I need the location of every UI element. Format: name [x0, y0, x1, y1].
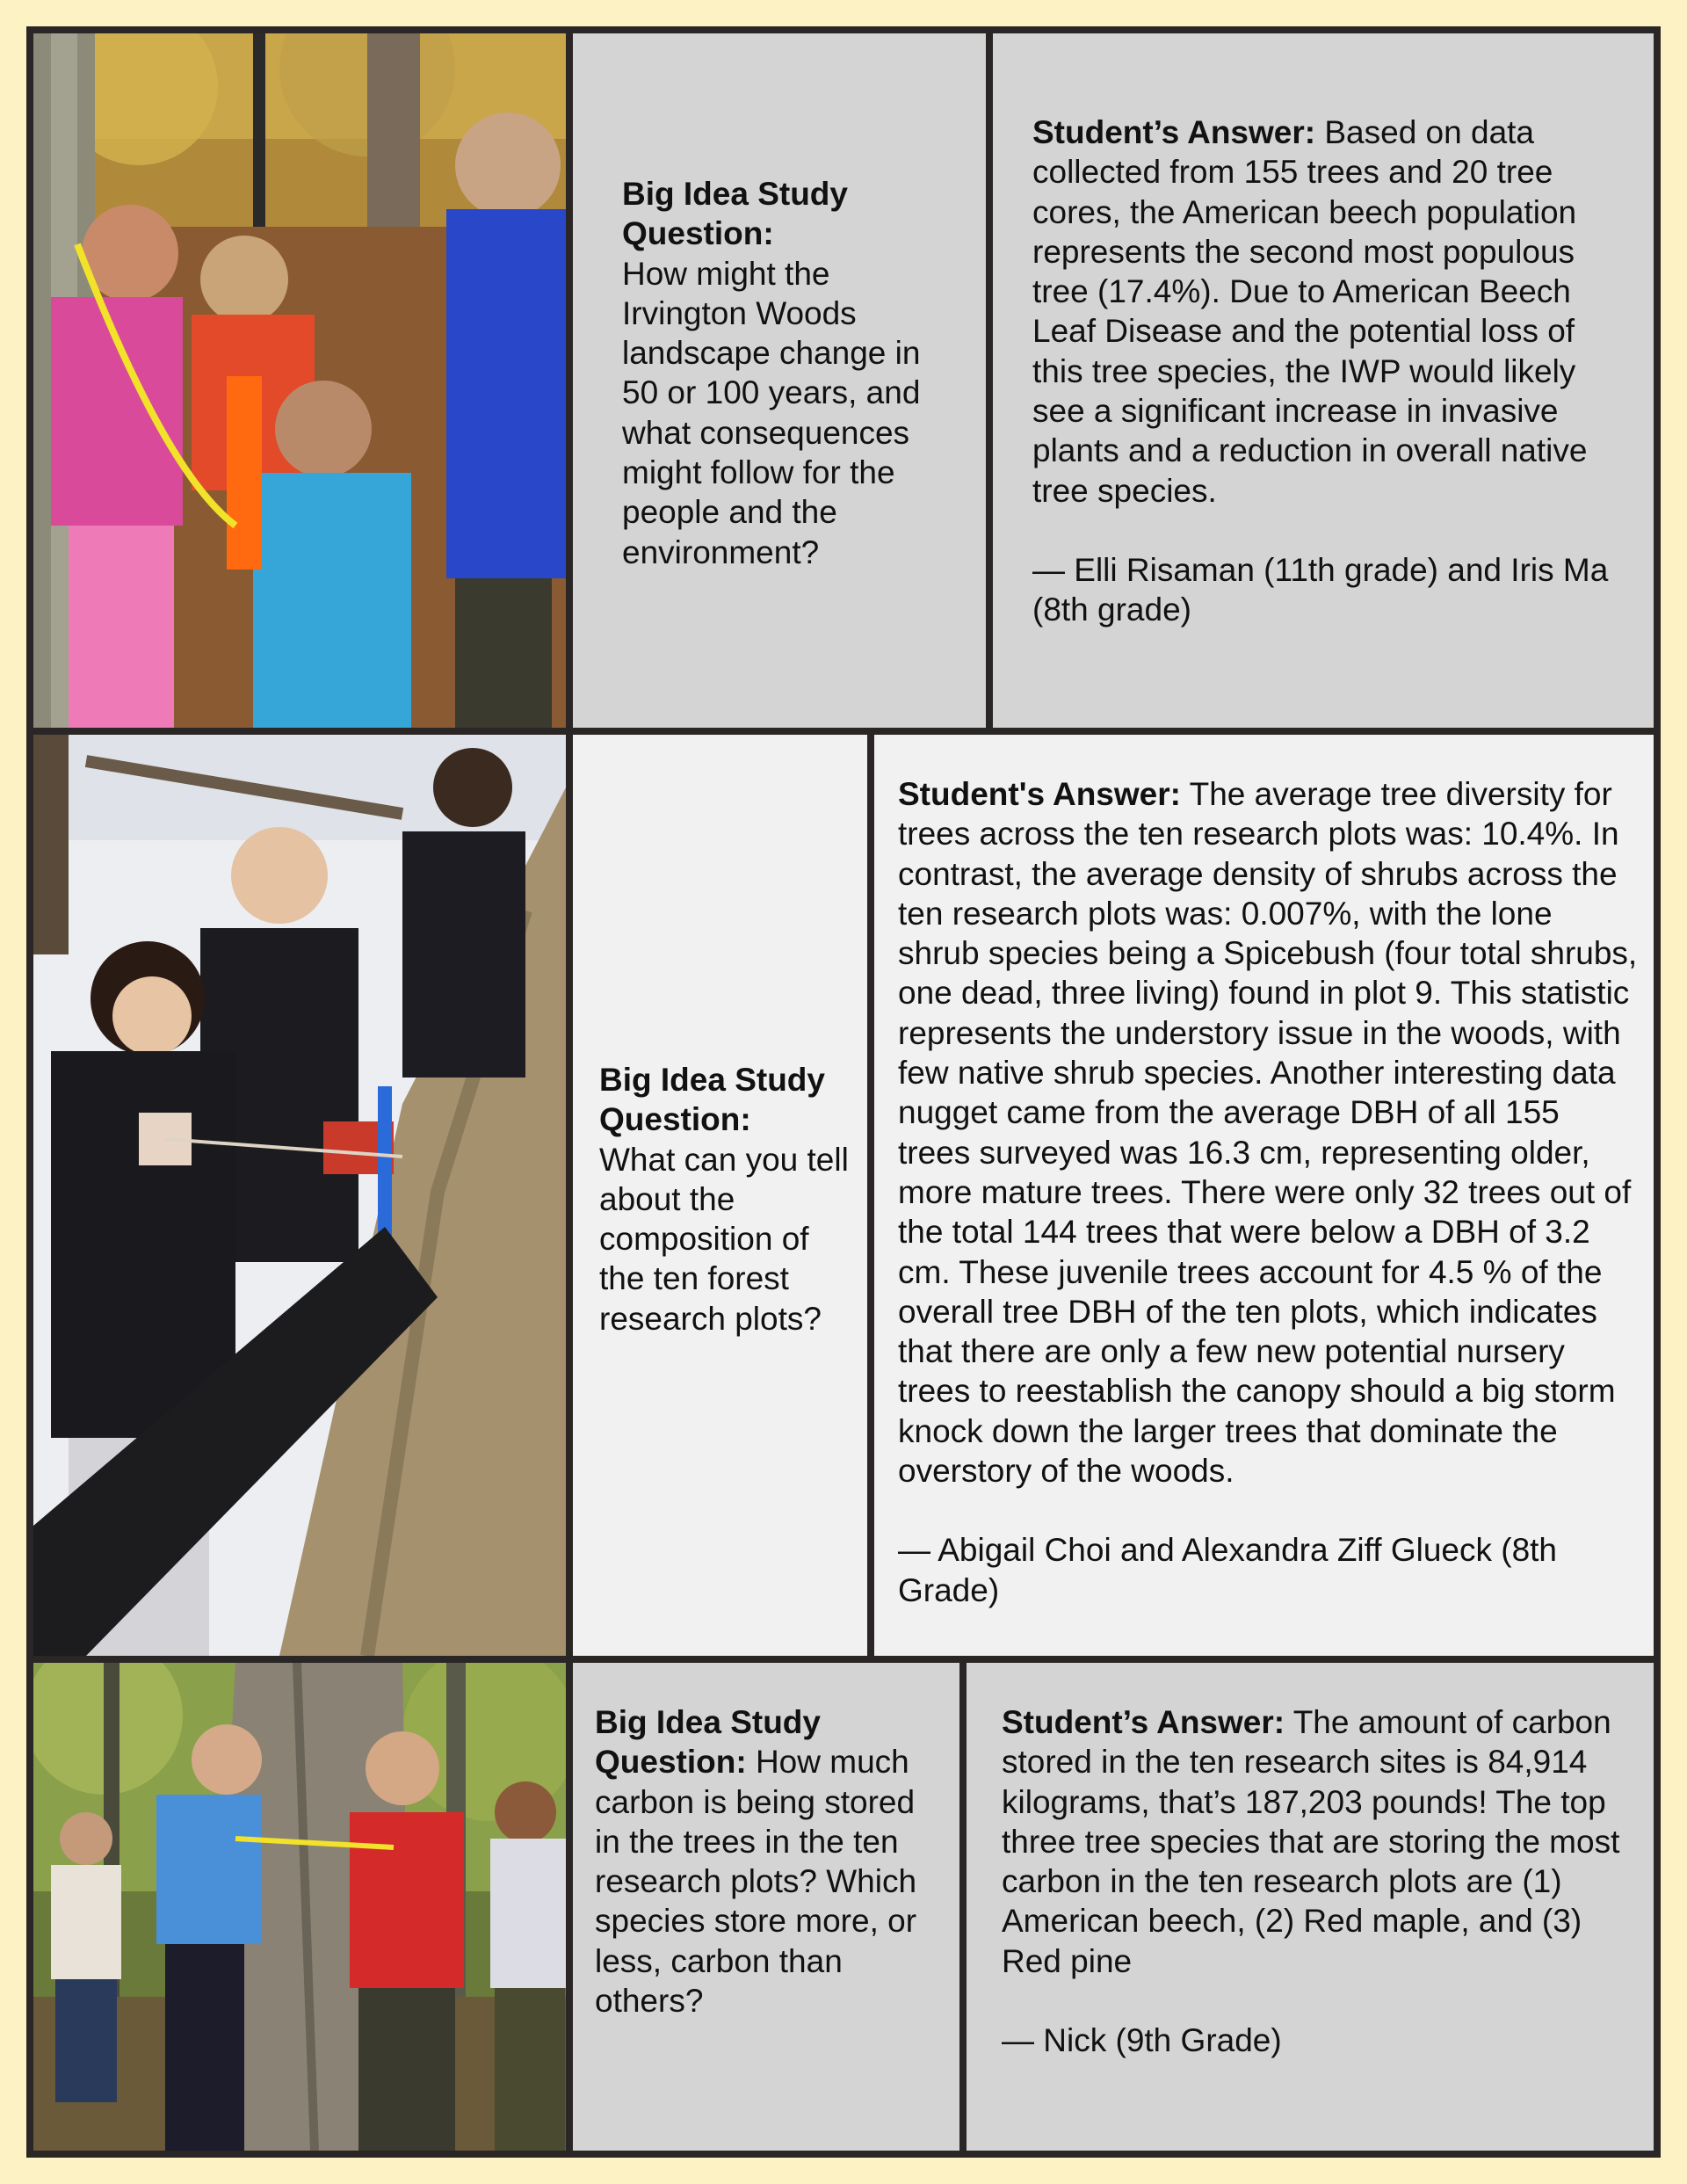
autumn-forest-photo	[33, 33, 566, 728]
answer-cell-2	[874, 735, 1654, 1656]
photo-summer-measuring	[33, 1663, 566, 2151]
snowy-forest-photo	[33, 735, 566, 1656]
question-label: Big Idea Study Question:	[595, 1704, 821, 1781]
attribution: — Nick (9th Grade)	[1002, 2022, 1282, 2059]
study-row-2	[26, 735, 1661, 1656]
answer-label: Student’s Answer:	[1032, 114, 1316, 150]
question-cell-3	[573, 1663, 959, 2151]
question-text: What can you tell about the composition of the ten forest research plots?	[599, 1141, 849, 1337]
question-block-2	[599, 1060, 854, 1339]
answer-cell-1	[993, 33, 1654, 728]
answer-block-3	[1002, 1702, 1625, 2060]
answer-text: Based on data collected from 155 trees and 20 tree cores, the American beech population represents the second most populous tree (17.4%). Due to American Beech Leaf Disease and the potential loss of this tree species, the IWP would likely see a significant increase in invasive plants and a reduction in overall native tree species.	[1032, 114, 1588, 509]
study-row-1	[26, 33, 1661, 728]
question-label: Big Idea Study Question:	[599, 1062, 825, 1138]
photo-snow-coring	[33, 735, 566, 1656]
answer-block-2	[898, 774, 1640, 1610]
answer-label: Student's Answer:	[898, 776, 1181, 812]
attribution: — Elli Risaman (11th grade) and Iris Ma (8th grade)	[1032, 551, 1609, 628]
answer-block-1	[1032, 112, 1630, 630]
summer-forest-photo	[33, 1663, 566, 2151]
answer-text: The amount of carbon stored in the ten research sites is 84,914 kilograms, that’s 187,203 pounds! The top three tree species that are storing the most carbon in the ten research plots are (1) American beech, (2) Red maple, and (3) Red pine	[1002, 1704, 1620, 1979]
question-block-3	[595, 1702, 946, 2021]
question-cell-1	[573, 33, 986, 728]
page-frame	[26, 26, 1661, 2158]
answer-cell-3	[967, 1663, 1654, 2151]
attribution: — Abigail Choi and Alexandra Ziff Glueck (8th Grade)	[898, 1532, 1558, 1608]
answer-label: Student’s Answer:	[1002, 1704, 1285, 1740]
question-label: Big Idea Study Question:	[622, 176, 848, 252]
answer-text: The average tree diversity for trees across the ten research plots was: 10.4%. In contrast, the average density of shrubs across the ten research plots was: 0.007%, with the lone shrub species being a Spicebush (four total shrubs, one dead, three living) found in plot 9. This statistic represents the understory issue in the woods, with few native shrub species. Another interesting data nugget came from the average DBH of all 155 trees surveyed was 16.3 cm, representing older, more mature trees. There were only 32 trees out of the total 144 trees that were below a DBH of 3.2 cm. These juvenile trees account for 4.5 % of the overall tree DBH of the ten plots, which indicates that there are only a few new potential nursery trees to reestablish the canopy should a big storm knock down the larger trees that dominate the overstory of the woods.	[898, 776, 1638, 1490]
photo-autumn-measuring	[33, 33, 566, 728]
question-cell-2	[573, 735, 867, 1656]
question-block-1	[622, 174, 956, 572]
study-row-3	[26, 1663, 1661, 2151]
question-text: How might the Irvington Woods landscape change in 50 or 100 years, and what consequences might follow for the people and the environment?	[622, 255, 921, 570]
question-text: How much carbon is being stored in the trees in the ten research plots? Which species store more, or less, carbon than others?	[595, 1744, 917, 2020]
